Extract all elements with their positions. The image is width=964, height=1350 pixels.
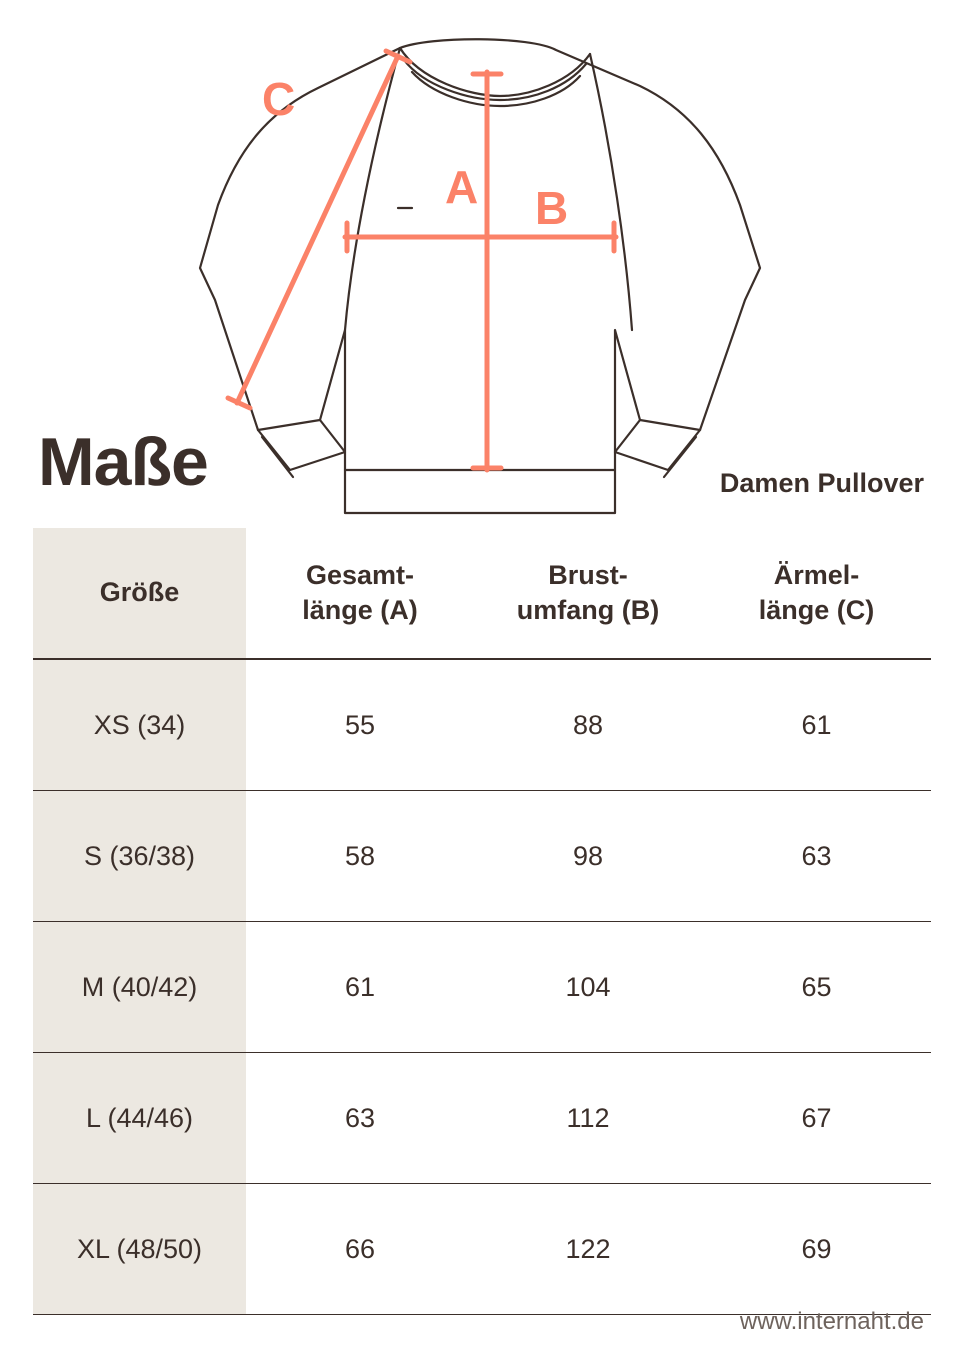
table-row	[33, 791, 931, 922]
cell-size: M (40/42)	[33, 922, 246, 1053]
measure-line-a	[473, 72, 501, 470]
table-row	[33, 922, 931, 1053]
cell-total-length: 58	[246, 791, 474, 922]
cell-total-length: 63	[246, 1053, 474, 1184]
table-row	[33, 1184, 931, 1315]
cell-sleeve: 61	[702, 659, 931, 791]
cell-sleeve: 67	[702, 1053, 931, 1184]
measure-line-b	[345, 223, 616, 251]
measurements-table	[33, 528, 931, 1315]
label-a: A	[445, 161, 479, 213]
cell-size: S (36/38)	[33, 791, 246, 922]
table-row	[33, 1053, 931, 1184]
cell-chest: 112	[474, 1053, 702, 1184]
page-title: Maße	[38, 424, 208, 500]
table-header-row	[33, 528, 931, 659]
column-header-size	[33, 528, 246, 659]
column-header-chest-line1: Brust-	[548, 559, 628, 590]
column-header-total-length	[246, 528, 474, 659]
column-header-sleeve	[702, 528, 931, 659]
cell-size: XL (48/50)	[33, 1184, 246, 1315]
cell-chest: 98	[474, 791, 702, 922]
page-subtitle: Damen Pullover	[719, 468, 924, 498]
cell-chest: 104	[474, 922, 702, 1053]
column-header-size-line1: Größe	[99, 577, 180, 608]
column-header-sleeve-line2: länge (C)	[758, 595, 875, 625]
website-footer: www.internaht.de	[739, 1308, 924, 1335]
measure-line-c	[228, 51, 410, 408]
label-b: B	[535, 182, 569, 234]
table-row	[33, 659, 931, 791]
cell-chest: 122	[474, 1184, 702, 1315]
cell-size: L (44/46)	[33, 1053, 246, 1184]
column-header-total-length-line1: Gesamt-	[305, 559, 415, 590]
cell-total-length: 66	[246, 1184, 474, 1315]
cell-sleeve: 65	[702, 922, 931, 1053]
cell-total-length: 61	[246, 922, 474, 1053]
cell-chest: 88	[474, 659, 702, 791]
cell-size: XS (34)	[33, 659, 246, 791]
column-header-chest-line2: umfang (B)	[516, 595, 660, 625]
column-header-total-length-line2: länge (A)	[302, 595, 418, 625]
column-header-sleeve-line1: Ärmel-	[773, 559, 860, 590]
column-header-chest	[474, 528, 702, 659]
label-c: C	[262, 73, 296, 125]
cell-sleeve: 63	[702, 791, 931, 922]
cell-total-length: 55	[246, 659, 474, 791]
header	[0, 424, 964, 518]
cell-sleeve: 69	[702, 1184, 931, 1315]
